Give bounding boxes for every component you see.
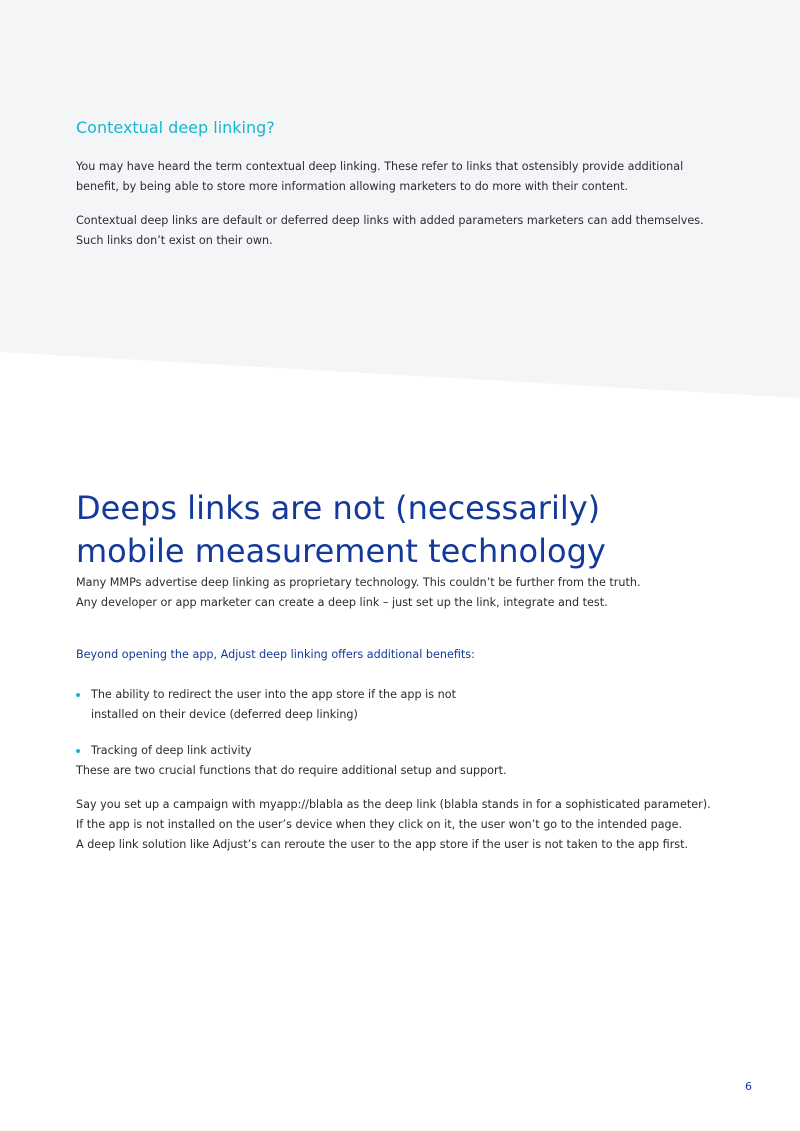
page-title-line-1: Deeps links are not (necessarily) <box>76 489 601 527</box>
bullet-dot-icon <box>76 693 80 697</box>
outro-line-2: If the app is not installed on the user’s device when they click on it, the user won’t go to the intended page. <box>76 818 683 831</box>
contextual-paragraph-1-line-1: You may have heard the term contextual deep linking. These refer to links that ostensibly provide additional <box>76 160 684 173</box>
contextual-paragraph-1 <box>76 157 736 197</box>
benefit-item-tracking <box>76 741 491 761</box>
benefits-list <box>76 685 736 761</box>
contextual-deep-linking-section <box>76 116 736 251</box>
page-number: 6 <box>745 1080 752 1093</box>
contextual-paragraph-2-line-1: Contextual deep links are default or deferred deep links with added parameters marketers can add themselves. <box>76 214 704 227</box>
benefit-2-text: Tracking of deep link activity <box>91 744 252 757</box>
intro-paragraph <box>76 573 736 613</box>
contextual-paragraph-2 <box>76 211 736 251</box>
outro-line-1: Say you set up a campaign with myapp://blabla as the deep link (blabla stands in for a sophisticated parameter). <box>76 798 711 811</box>
page-title <box>76 487 736 573</box>
contextual-paragraph-1-line-2: benefit, by being able to store more information allowing marketers to do more with their content. <box>76 180 629 193</box>
deep-links-section <box>76 487 736 855</box>
contextual-deep-linking-heading: Contextual deep linking? <box>76 118 275 137</box>
outro-paragraph-1: These are two crucial functions that do require additional setup and support. <box>76 764 507 777</box>
page-title-line-2: mobile measurement technology <box>76 532 606 570</box>
contextual-paragraph-2-line-2: Such links don’t exist on their own. <box>76 234 273 247</box>
benefit-1-line-1: The ability to redirect the user into the app store if the app is not <box>91 688 456 701</box>
bullet-dot-icon <box>76 749 80 753</box>
intro-line-1: Many MMPs advertise deep linking as proprietary technology. This couldn’t be further from the truth. <box>76 576 641 589</box>
benefit-item-redirect <box>76 685 491 725</box>
benefits-heading: Beyond opening the app, Adjust deep linking offers additional benefits: <box>76 648 475 661</box>
outro-line-3: A deep link solution like Adjust’s can reroute the user to the app store if the user is not taken to the app first. <box>76 838 689 851</box>
outro-paragraph-2 <box>76 795 736 855</box>
benefit-1-line-2: installed on their device (deferred deep linking) <box>91 708 358 721</box>
intro-line-2: Any developer or app marketer can create a deep link – just set up the link, integrate and test. <box>76 596 608 609</box>
